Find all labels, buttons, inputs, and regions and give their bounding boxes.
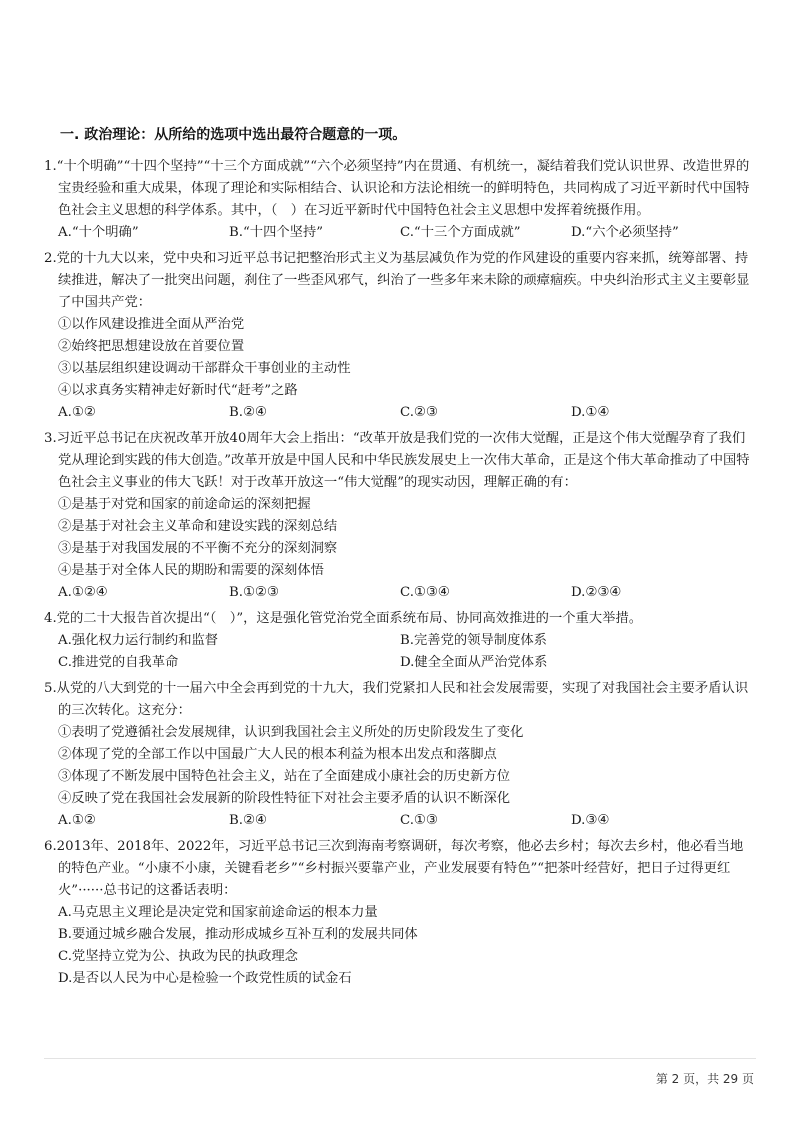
option-a: A.①②④ [58, 585, 108, 600]
question-6 [44, 836, 756, 990]
question-1 [44, 156, 756, 244]
question-stem: 4.党的二十大报告首次提出“（ ）”，这是强化管党治党全面系统布局、协同高效推进的一个重大举措。 [44, 611, 643, 626]
option-a: A.“十个明确” [58, 225, 139, 240]
question-5 [44, 678, 756, 832]
options [44, 222, 756, 244]
question-stem: 3.习近平总书记在庆祝改革开放40周年大会上指出：“改革开放是我们党的一次伟大觉醒，正是这个伟大觉醒孕育了我们党从理论到实践的伟大创造。”改革开放是中国人民和中华民族发展史上一次伟大革命，正是这个伟大革命推动了中国特色社会主义事业的伟大飞跃！对于改革开放这一“伟大觉醒”的现实动因，理解正确的有： [44, 431, 750, 490]
statement-3: ③以基层组织建设调动干部群众干事创业的主动性 [58, 361, 351, 376]
option-d: D.“六个必须坚持” [571, 225, 679, 240]
option-c: C.①③ [400, 813, 438, 828]
statement-4: ④反映了党在我国社会发展新的阶段性特征下对社会主要矛盾的认识不断深化 [58, 791, 511, 806]
option-d: D.健全全面从严治党体系 [400, 655, 548, 670]
options [44, 810, 756, 832]
statement-4: ④是基于对全体人民的期盼和需要的深刻体悟 [58, 563, 324, 578]
option-a: A.①② [58, 813, 96, 828]
question-stem: 1.“十个明确”“十四个坚持”“十三个方面成就”“六个必须坚持”内在贯通、有机统一，凝结着我们党认识世界、改造世界的宝贵经验和重大成果，体现了理论和实际相结合、认识论和方法论相统一的鲜明特色，共同构成了习近平新时代中国特色社会主义思想的科学体系。其中，（ ）在习近平新时代中国特色社会主义思想中发挥着统摄作用。 [44, 159, 750, 218]
option-b: B.②④ [229, 813, 267, 828]
question-list [44, 156, 756, 994]
statement-2: ②始终把思想建设放在首要位置 [58, 339, 245, 354]
option-a: A.强化权力运行制约和监督 [58, 633, 219, 648]
option-b: B.要通过城乡融合发展，推动形成城乡互补互利的发展共同体 [58, 927, 418, 942]
question-stem: 2.党的十九大以来，党中央和习近平总书记把整治形式主义为基层减负作为党的作风建设的重要内容来抓，统筹部署、持续推进，解决了一批突出问题，刹住了一些歪风邪气，纠治了一些多年来未除的顽瘴痼疾。中央纠治形式主义主要彰显了中国共产党： [44, 251, 750, 310]
option-a: A.①② [58, 405, 96, 420]
question-4 [44, 608, 756, 674]
option-b: B.完善党的领导制度体系 [400, 633, 547, 648]
option-d: D.是否以人民为中心是检验一个政党性质的试金石 [58, 971, 352, 986]
question-stem: 5.从党的八大到党的十一届六中全会再到党的十九大，我们党紧扣人民和社会发展需要，实现了对我国社会主要矛盾认识的三次转化。这充分： [44, 681, 749, 718]
options [44, 630, 756, 674]
question-2 [44, 248, 756, 424]
question-3 [44, 428, 756, 604]
statement-3: ③是基于对我国发展的不平衡不充分的深刻洞察 [58, 541, 338, 556]
statement-2: ②体现了党的全部工作以中国最广大人民的根本利益为根本出发点和落脚点 [58, 747, 497, 762]
option-d: D.②③④ [571, 585, 622, 600]
question-stem: 6.2013年、2018年、2022年，习近平总书记三次到海南考察调研，每次考察，他必去乡村；每次去乡村，他必看当地的特色产业。“小康不小康，关键看老乡”“乡村振兴要靠产业，产业发展要有特色”“把茶叶经营好，把日子过得更红火”······总书记的这番话表明： [44, 839, 744, 898]
option-c: C.“十三个方面成就” [400, 225, 521, 240]
options [44, 582, 756, 604]
option-c: C.②③ [400, 405, 438, 420]
option-d: D.①④ [571, 405, 610, 420]
option-c: C.推进党的自我革命 [58, 655, 179, 670]
option-d: D.③④ [571, 813, 610, 828]
option-c: C.①③④ [400, 585, 450, 600]
footer-divider [44, 1058, 756, 1059]
option-a: A.马克思主义理论是决定党和国家前途命运的根本力量 [58, 905, 378, 920]
options [44, 402, 756, 424]
option-b: B.②④ [229, 405, 267, 420]
option-b: B.①②③ [229, 585, 279, 600]
statement-1: ①是基于对党和国家的前途命运的深刻把握 [58, 497, 311, 512]
statement-1: ①表明了党遵循社会发展规律，认识到我国社会主义所处的历史阶段发生了变化 [58, 725, 524, 740]
option-b: B.“十四个坚持” [229, 225, 324, 240]
statement-3: ③体现了不断发展中国特色社会主义，站在了全面建成小康社会的历史新方位 [58, 769, 511, 784]
statement-1: ①以作风建设推进全面从严治党 [58, 317, 245, 332]
page-number: 第 2 页，共 29 页 [655, 1072, 754, 1086]
section-title: 一. 政治理论：从所给的选项中选出最符合题意的一项。 [60, 127, 407, 143]
statement-2: ②是基于对社会主义革命和建设实践的深刻总结 [58, 519, 338, 534]
option-c: C.党坚持立党为公、执政为民的执政理念 [58, 949, 298, 964]
statement-4: ④以求真务实精神走好新时代“赶考”之路 [58, 383, 298, 398]
